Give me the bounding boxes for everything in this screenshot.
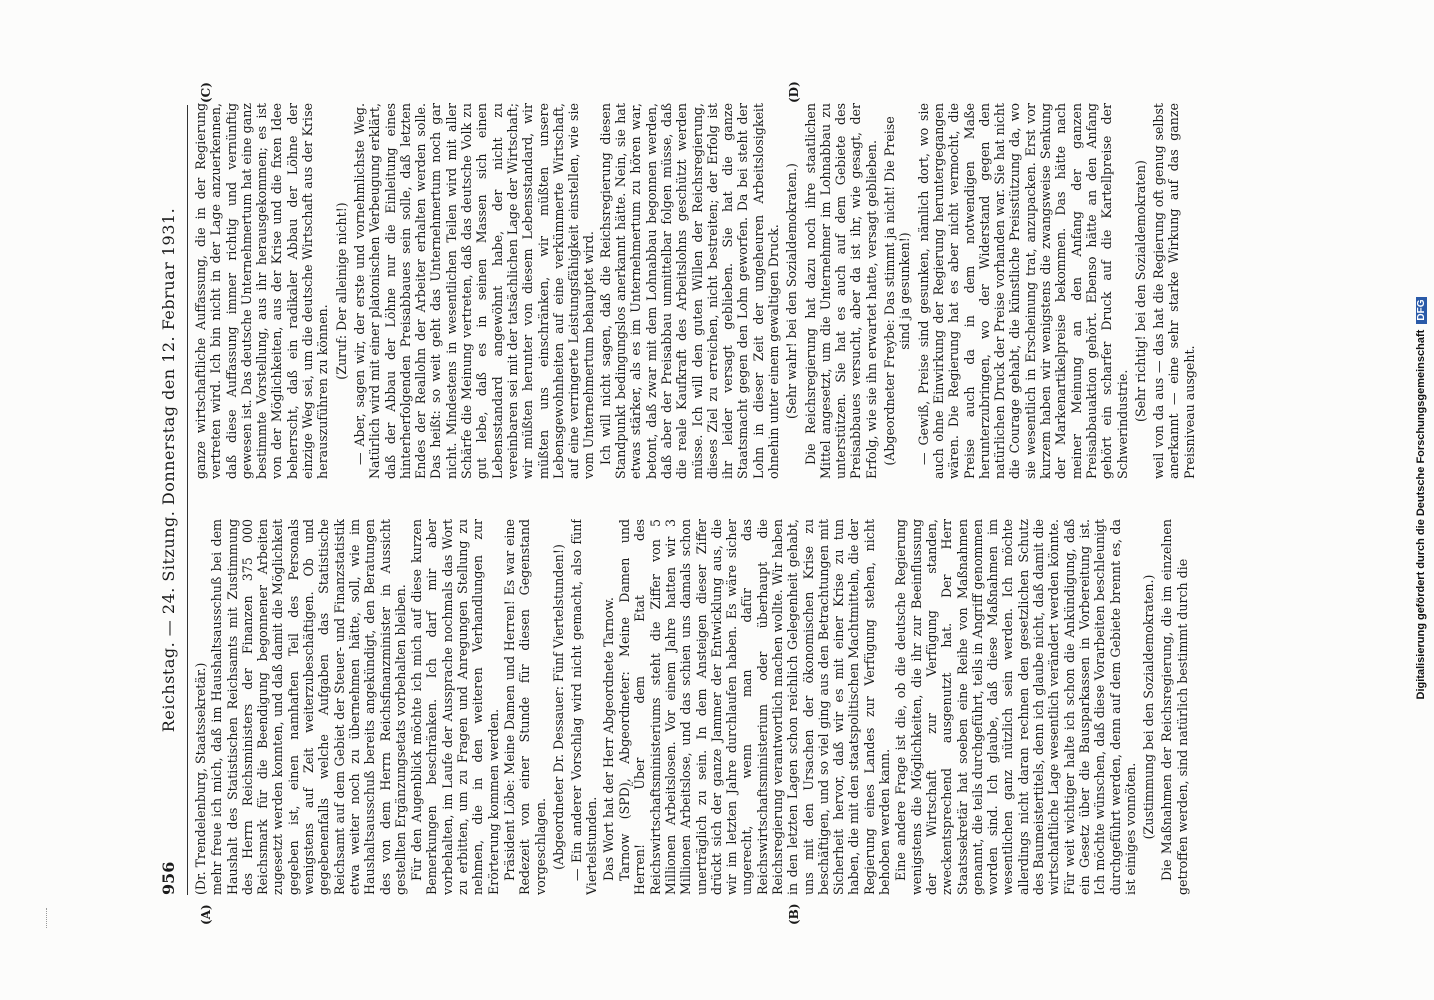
margin-mark-d: (D) [787, 81, 801, 103]
interjection: (Zustimmung bei den Sozialdemokraten.) [1141, 574, 1157, 840]
paragraph: Das Wort hat der Herr Abgeordnete Tarnow. [600, 597, 616, 881]
interjection: (Abgeordneter Freybe: Das stimmt ja nicht! Die Preise sind ja gesunken!) [882, 116, 913, 466]
left-text-column [193, 519, 1343, 895]
paragraph: Tarnow (SPD), Abgeordneter: Meine Damen und Herren! Über dem Etat des Reichswirtschaftsministeriums steht die Ziffer von 5 Millionen Arbeitslosen. Vor einem Jahre hatten wir 3 Millionen Arbeitslose, und das schien uns damals schon unerträglich zu sein. In dem Ansteigen dieser Ziffer drückt sich der ganze Jammer der Entwicklung aus, die wir im letzten Jahre durchlaufen haben. Es wäre sicher ungerecht, wenn man dafür das Reichswirtschaftsministerium oder überhaupt die Reichsregierung verantwortlich machen wollte. Wir haben in den letzten Lagen schon reichlich Gelegenheit gehabt, uns mit den Ursachen der ökonomischen Krise zu beschäftigen, und so viel ging aus den Betrachtungen mit Sicherheit hervor, daß wir es mit einer Krise zu tun haben, die mit den staatspolitischen Machtmitteln, die der Regierung eines Landes zur Verfügung stehen, nicht behoben werden kann. [617, 519, 893, 895]
paragraph: — Aber, sagen wir, der erste und vornehmlichste Weg. Natürlich wird mit einer platonischen Verbeugung erklärt, daß der Abbau der Löhne nur die Einleitung eines hinterherfolgenden Preisabbaues sein solle, daß letzten Endes der Reallohn der Arbeiter erhalten werden solle. Das heißt: so weit geht das Unternehmertum noch gar nicht. Mindestens in wesentlichen Teilen wird mit aller Schärfe die Meinung vertreten, daß das deutsche Volk zu gut lebe, daß es in seinen Massen sich einen Lebensstandard angewöhnt habe, der nicht zu vereinbaren sei mit der tatsächlichen Lage der Wirtschaft; wir müßten herunter von diesem Lebensstandard, wir müßten uns einschränken, wir müßten unsere Lebensgewohnheiten auf eine verkümmerte Wirtschaft, auf eine verringerte Leistungsfähigkeit einstellen, wie sie vom Unternehmertum behauptet wird. [351, 103, 597, 479]
rotated-page-content [67, 55, 1367, 945]
interjection: (Abgeordneter Dr. Dessauer: Fünf Viertelstunden!) [550, 544, 566, 870]
paragraph: (Dr. Trendelenburg, Staatssekretär.) [193, 662, 208, 895]
margin-mark-c: (C) [199, 82, 213, 103]
interjection: (Zuruf: Der alleinige nicht!) [333, 202, 349, 380]
page-number: 956 [159, 861, 178, 895]
page-header [159, 105, 185, 895]
paragraph: weil von da aus — das hat die Regierung oft genug selbst anerkannt — eine sehr starke Wirkung auf das ganze Preisniveau ausgeht. [1151, 103, 1197, 479]
margin-mark-a: (A) [199, 904, 213, 925]
paragraph: Präsident Löbe: Meine Damen und Herren! Es war eine Redezeit von einer Stunde für diesen Gegenstand vorgeschlagen. [501, 519, 548, 895]
right-text-column [193, 103, 1343, 479]
side-stamp [1410, 8, 1432, 992]
interjection: (Sehr wahr! bei den Sozialdemokraten.) [784, 163, 800, 419]
running-title: Reichstag. — 24. Sitzung. Donnerstag den 12. Februar 1931. [159, 207, 178, 733]
header-rule [187, 105, 188, 895]
margin-mark-b: (B) [787, 903, 801, 925]
paragraph: mehr freue ich mich, daß im Haushaltsausschuß bei dem Haushalt des Statistischen Reichsamts mit Zustimmung des Herrn Reichsministers der Finanzen 375 000 Reichsmark für die Beendigung begonnener Arbeiten zugesetzt werden konnten, und daß damit die Möglichkeit gegeben ist, einen namhaften Teil des Personals wenigstens auf Zeit weiterzubeschäftigen. Ob und gegebenenfalls welche Aufgaben das Statistische Reichsamt auf dem Gebiet der Steuer- und Finanzstatistik etwa weiter noch zu übernehmen hätte, soll, wie im Haushaltsausschuß bereits angekündigt, den Beratungen des von dem Herrn Reichsfinanzminister in Aussicht gestellten Ergänzungsetats vorbehalten bleiben. [209, 519, 408, 895]
paragraph: — Gewiß, Preise sind gesunken, nämlich dort, wo sie auch ohne Einwirkung der Regierung heruntergegangen wären. Die Regierung hat es aber nicht vermocht, die Preise auch da in dem notwendigen Maße herunterzubringen, wo der Widerstand gegen den natürlichen Druck der Preise vorhanden war. Sie hat nicht die Courage gehabt, die künstliche Preisstützung da, wo sie wesentlich in Erscheinung trat, anzupacken. Erst vor kurzem haben wir wenigstens die zwangsweise Senkung der Markenartikelpreise bekommen. Das hätte nach meiner Meinung an den Anfang der ganzen Preisabbauaktion gehört. Ebenso hätte an den Anfang gehört ein scharfer Druck auf die Kartellpreise der Schwerindustrie. [915, 103, 1130, 479]
paragraph: Die Reichsregierung hat dazu noch ihre staatlichen Mittel angesetzt, um die Unternehmer im Lohnabbau zu unterstützen. Sie hat es auch auf dem Gebiete des Preisabbaues versucht, aber da ist ihr, wie gesagt, der Erfolg, wie sie ihn erwartet hatte, versagt geblieben. [802, 103, 879, 479]
dfg-logo: DFG [1416, 297, 1427, 324]
paragraph: Die Maßnahmen der Reichsregierung, die im einzelnen getroffen werden, sind natürlich bestimmt durch die [1159, 519, 1190, 895]
scan-speck [46, 908, 50, 928]
paragraph: ganze wirtschaftliche Auffassung, die in der Regierung vertreten wird. Ich bin nicht in der Lage anzuerkennen, daß diese Auffassung immer richtig und vernünftig gewesen ist. Das deutsche Unternehmertum hat eine ganz bestimmte Vorstellung, aus ihr herausgekommen; es ist von der Möglichkeiten, aus der Krise und die fixen Idee beherrscht, daß ein radikaler Abbau der Löhne der einzige Weg sei, um die deutsche Wirtschaft aus der Krise herauszuführen zu können. [193, 103, 331, 479]
paragraph: — Ein anderer Vorschlag wird nicht gemacht, also fünf Viertelstunden. [569, 519, 600, 895]
interjection: (Sehr richtig! bei den Sozialdemokraten) [1132, 160, 1148, 422]
side-stamp-text [1415, 28, 1427, 968]
paragraph: Ich will nicht sagen, daß die Reichsregierung diesen Standpunkt bedingungslos anerkannt hätte. Nein, sie hat etwas stärker, als es im Unternehmertum zu hören war, betont, daß zwar mit dem Lohnabbau begonnen werden, daß aber der Preisabbau unmittelbar folgen müsse, daß die reale Kaufkraft des Arbeitslohns geschützt werden müsse. Ich will den guten Willen der Reichsregierung, dieses Ziel zu erreichen, nicht bestreiten; der Erfolg ist ihr leider versagt geblieben. Sie hat die ganze Staatsmacht gegen den Lohn geworfen. Da bei steht der Lohn in dieser Zeit der ungeheuren Arbeitslosigkeit ohnehin unter einem gewaltigen Druck. [597, 103, 781, 479]
side-stamp-label: Digitalisierung gefördert durch die Deutsche Forschungsgemeinschaft [1415, 329, 1427, 700]
paragraph: Für den Augenblick möchte ich mich auf diese kurzen Bemerkungen beschränken. Ich darf mir aber vorbehalten, im Laufe der Aussprache nochmals das Wort zu erbitten, um zu Fragen und Anregungen Stellung zu nehmen, die in den weiteren Verhandlungen zur Erörterung kommen werden. [409, 519, 501, 895]
paragraph: Eine andere Frage ist die, ob die deutsche Regierung wenigstens die Möglichkeiten, die ihr zur Beeinflussung der Wirtschaft zur Verfügung standen, zweckentsprechend ausgenutzt hat. Der Herr Staatssekretär hat soeben eine Reihe von Maßnahmen genannt, die teils durchgeführt, teils in Angriff genommen worden sind. Ich glaube, daß diese Maßnahmen im wesentlichen ganz nützlich sein werden. Ich möchte allerdings nicht daran rechnen den gesetzlichen Schutz des Baumeistertitels, denn ich glaube nicht, daß damit die wirtschaftliche Lage wesentlich verändert werden könnte. Für weit wichtiger halte ich schon die Ankündigung, daß ein Gesetz über die Bausparkassen in Vorbereitung ist. Ich möchte wünschen, daß diese Vorarbeiten beschleunigt durchgeführt werden, denn auf dem Gebiete brennt es, da ist einiges vonnöten. [893, 519, 1138, 895]
